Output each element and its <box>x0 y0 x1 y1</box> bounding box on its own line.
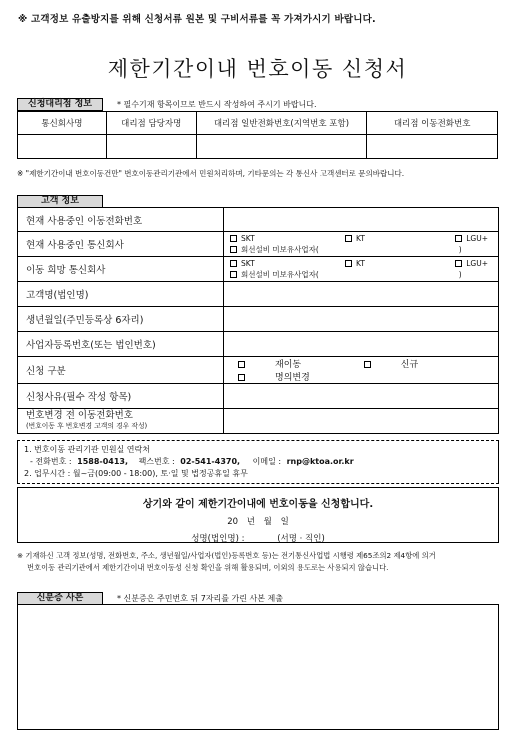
checkbox-icon <box>230 260 237 267</box>
current-lgu-option[interactable]: LGU+ <box>455 233 488 244</box>
name-change-option[interactable]: 명의변경 <box>238 373 340 383</box>
business-number-label: 사업자등록번호(또는 법인번호) <box>18 332 224 357</box>
current-kt-option[interactable]: KT <box>345 233 365 244</box>
agency-footnote: ※ "제한기간이내 번호이동건만" 번호이동관리기관에서 민원처리하며, 기타문의는 각 통신사 고객센터로 문의바랍니다. <box>17 169 405 178</box>
email-link[interactable]: rnp@ktoa.or.kr <box>286 457 354 466</box>
agency-mobile-header: 대리점 이동전화번호 <box>367 112 498 135</box>
current-other-carrier-option[interactable]: 회선설비 미보유사업자( ) <box>228 244 494 255</box>
checkbox-icon <box>238 361 245 368</box>
current-number-label: 현재 사용중인 이동전화번호 <box>18 208 224 232</box>
desired-kt-option[interactable]: KT <box>345 258 365 269</box>
current-number-field[interactable] <box>224 208 499 232</box>
current-skt-option[interactable]: SKT <box>230 233 255 244</box>
checkbox-icon <box>364 361 371 368</box>
id-copy-section-label: 신분증 사본 <box>17 592 103 605</box>
application-statement: 상기와 같이 제한기간이내에 번호이동을 신청합니다. <box>142 499 374 510</box>
birth-label: 생년월일(주민등록상 6자리) <box>18 307 224 332</box>
carrier-name-header: 통신회사명 <box>18 112 107 135</box>
prev-number-field[interactable] <box>224 409 499 434</box>
signature-box <box>17 487 499 543</box>
page-title: 제한기간이내 번호이동 신청서 <box>107 57 408 81</box>
checkbox-icon <box>345 260 352 267</box>
birth-field[interactable] <box>224 307 499 332</box>
customer-section-label: 고객 정보 <box>17 195 103 208</box>
business-number-field[interactable] <box>224 332 499 357</box>
agent-name-field[interactable] <box>106 135 196 159</box>
checkbox-icon <box>230 235 237 242</box>
agency-phone-field[interactable] <box>196 135 367 159</box>
id-copy-attach-area[interactable] <box>17 604 499 730</box>
checkbox-icon <box>230 246 237 253</box>
agency-phone-header: 대리점 일반전화번호(지역번호 포함) <box>196 112 367 135</box>
desired-lgu-option[interactable]: LGU+ <box>455 258 488 269</box>
agency-mobile-field[interactable] <box>367 135 498 159</box>
privacy-note: ※ 기재하신 고객 정보(성명, 전화번호, 주소, 생년월일/사업자(법인)등록번호 등)는 전기통신사업법 시행령 제65조의2 제4항에 의거 번호이동 관리기관에서 제한기간이내 번호이동성 신청 확인을 위해 활용되며, 이외의 용도로는 사용되지 않습니다. <box>17 551 436 572</box>
top-notice: ※ 고객정보 유출방지를 위해 신청서류 원본 및 구비서류를 꼭 가져가시기 바랍니다. <box>18 14 376 25</box>
desired-other-carrier-option[interactable]: 회선설비 미보유사업자( ) <box>228 269 494 280</box>
reason-field[interactable] <box>224 384 499 409</box>
customer-name-label: 고객명(법인명) <box>18 282 224 307</box>
agent-name-header: 대리점 담당자명 <box>106 112 196 135</box>
customer-name-field[interactable] <box>224 282 499 307</box>
current-carrier-label: 현재 사용중인 통신회사 <box>18 232 224 257</box>
re-port-option[interactable]: 재이동 <box>238 360 331 370</box>
id-copy-note: * 신분증은 주민번호 뒤 7자리를 가린 사본 제출 <box>117 594 283 603</box>
desired-skt-option[interactable]: SKT <box>230 258 255 269</box>
contact-instructions: 1. 번호이동 관리기관 민원실 연락처 - 전화번호 : 1588-0413, 팩스번호 : 02-541-4370, 이메일 : rnp@ktoa.or.kr 2. 업무시간 : 월~금(09:00 - 18:00), 토·일 및 법정공휴일 휴무 <box>17 440 499 484</box>
request-type-label: 신청 구분 <box>18 357 224 384</box>
agency-required-note: * 필수기재 항목이므로 반드시 작성하여 주시기 바랍니다. <box>117 100 317 109</box>
current-carrier-options <box>224 232 499 257</box>
desired-carrier-label: 이동 희망 통신회사 <box>18 257 224 282</box>
date-line[interactable]: 20 년 월 일 <box>227 517 289 527</box>
prev-number-label: 번호변경 전 이동전화번호 (번호이동 후 번호변경 고객의 경우 작성) <box>18 409 224 434</box>
request-type-options <box>224 357 499 384</box>
customer-table <box>17 207 499 434</box>
signer-line[interactable]: 성명(법인명) : (서명 · 직인) <box>191 534 325 544</box>
agency-table <box>17 111 498 159</box>
checkbox-icon <box>455 235 462 242</box>
checkbox-icon <box>345 235 352 242</box>
reason-label: 신청사유(필수 작성 항목) <box>18 384 224 409</box>
checkbox-icon <box>455 260 462 267</box>
checkbox-icon <box>238 374 245 381</box>
carrier-name-field[interactable] <box>18 135 107 159</box>
desired-carrier-options <box>224 257 499 282</box>
new-option[interactable]: 신규 <box>364 360 448 370</box>
agency-section-label: 신청대리점 정보 <box>17 98 103 111</box>
checkbox-icon <box>230 271 237 278</box>
